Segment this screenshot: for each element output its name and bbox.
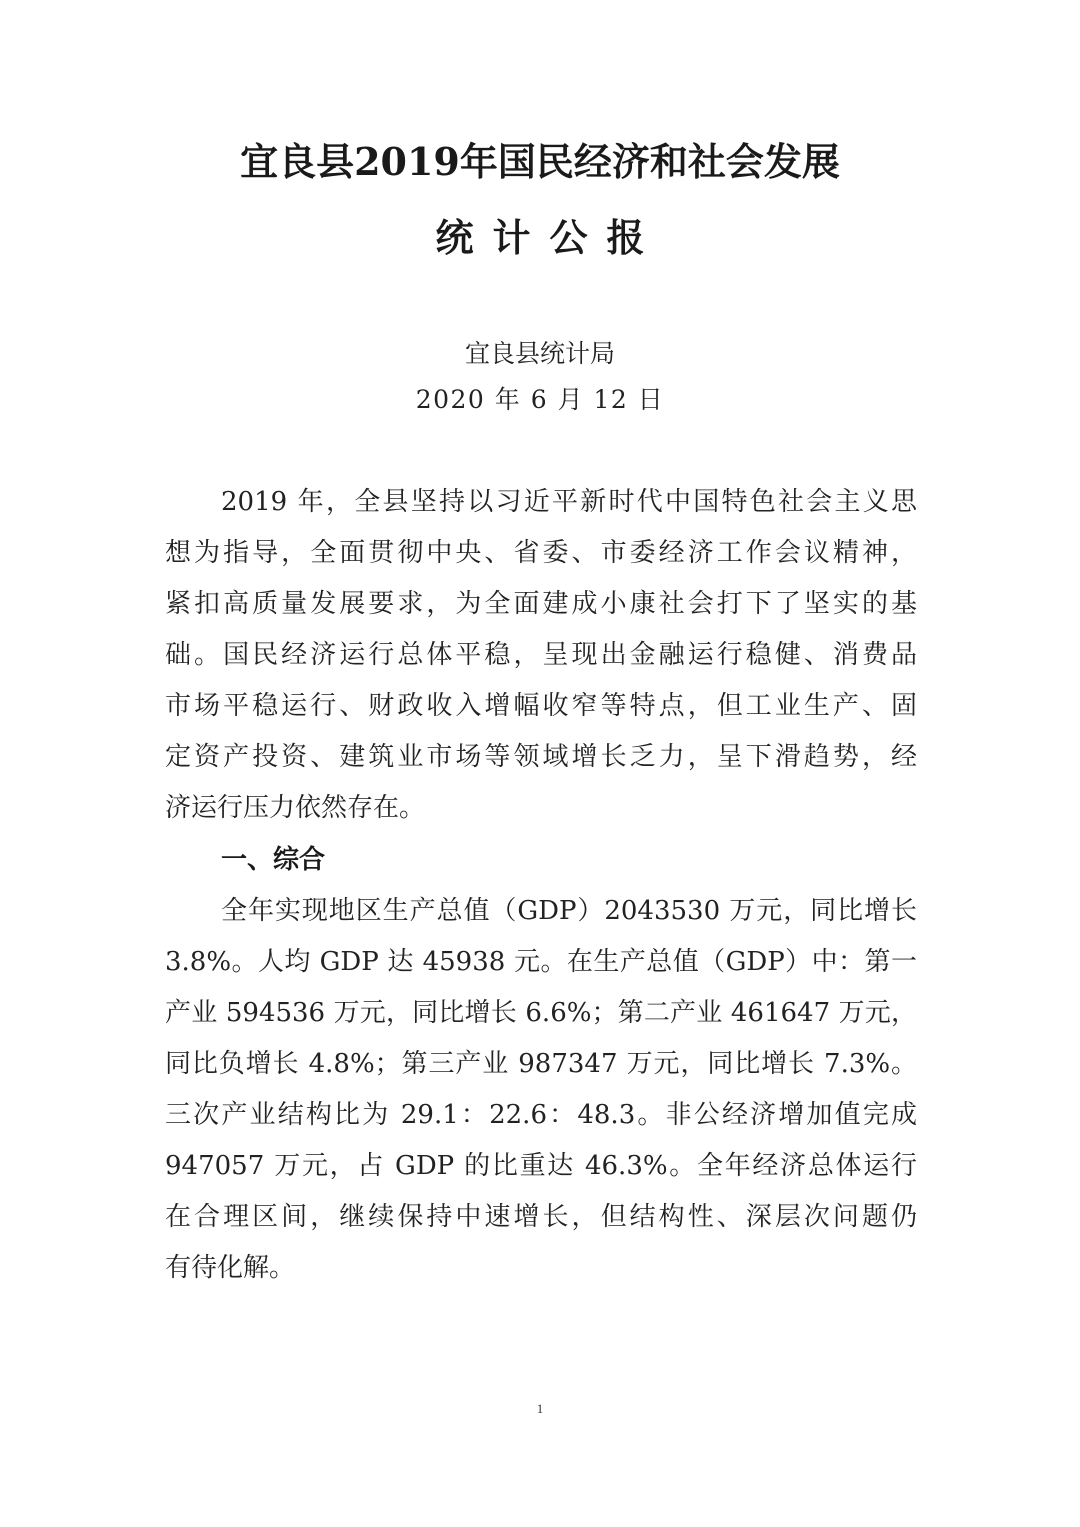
intro-paragraph-line: 定资产投资、建筑业市场等领域增长乏力，呈下滑趋势，经 bbox=[165, 742, 917, 772]
intro-paragraph-line: 紧扣高质量发展要求，为全面建成小康社会打下了坚实的基 bbox=[165, 589, 917, 619]
section-1-paragraph-line: 3.8%。人均 GDP 达 45938 元。在生产总值（GDP）中：第一 bbox=[165, 947, 917, 977]
page-number: 1 bbox=[536, 1401, 544, 1416]
document-title-line-1: 宜良县2019年国民经济和社会发展 bbox=[240, 139, 840, 184]
intro-paragraph-line: 2019 年，全县坚持以习近平新时代中国特色社会主义思 bbox=[221, 487, 917, 517]
intro-paragraph-line: 想为指导，全面贯彻中央、省委、市委经济工作会议精神， bbox=[165, 538, 917, 568]
document-date: 2020 年 6 月 12 日 bbox=[415, 385, 665, 414]
intro-paragraph-line: 市场平稳运行、财政收入增幅收窄等特点，但工业生产、固 bbox=[165, 691, 917, 721]
section-1-paragraph-line: 在合理区间，继续保持中速增长，但结构性、深层次问题仍 bbox=[165, 1202, 917, 1232]
intro-paragraph-line: 济运行压力依然存在。 bbox=[165, 793, 426, 823]
document-author: 宜良县统计局 bbox=[464, 339, 615, 368]
section-1-paragraph-line: 全年实现地区生产总值（GDP）2043530 万元，同比增长 bbox=[221, 896, 917, 926]
section-1-paragraph-line: 产业 594536 万元，同比增长 6.6%；第二产业 461647 万元， bbox=[165, 998, 917, 1028]
section-1-paragraph-line: 同比负增长 4.8%；第三产业 987347 万元，同比增长 7.3%。 bbox=[165, 1049, 917, 1079]
section-1-paragraph-line: 947057 万元，占 GDP 的比重达 46.3%。全年经济总体运行 bbox=[165, 1151, 917, 1181]
section-heading-comprehensive: 一、综合 bbox=[221, 845, 326, 875]
document-title-line-2: 统计公报 bbox=[435, 215, 664, 260]
section-1-paragraph-line: 三次产业结构比为 29.1：22.6：48.3。非公经济增加值完成 bbox=[165, 1100, 917, 1130]
section-1-paragraph-line: 有待化解。 bbox=[165, 1253, 296, 1283]
intro-paragraph-line: 础。国民经济运行总体平稳，呈现出金融运行稳健、消费品 bbox=[165, 640, 917, 670]
